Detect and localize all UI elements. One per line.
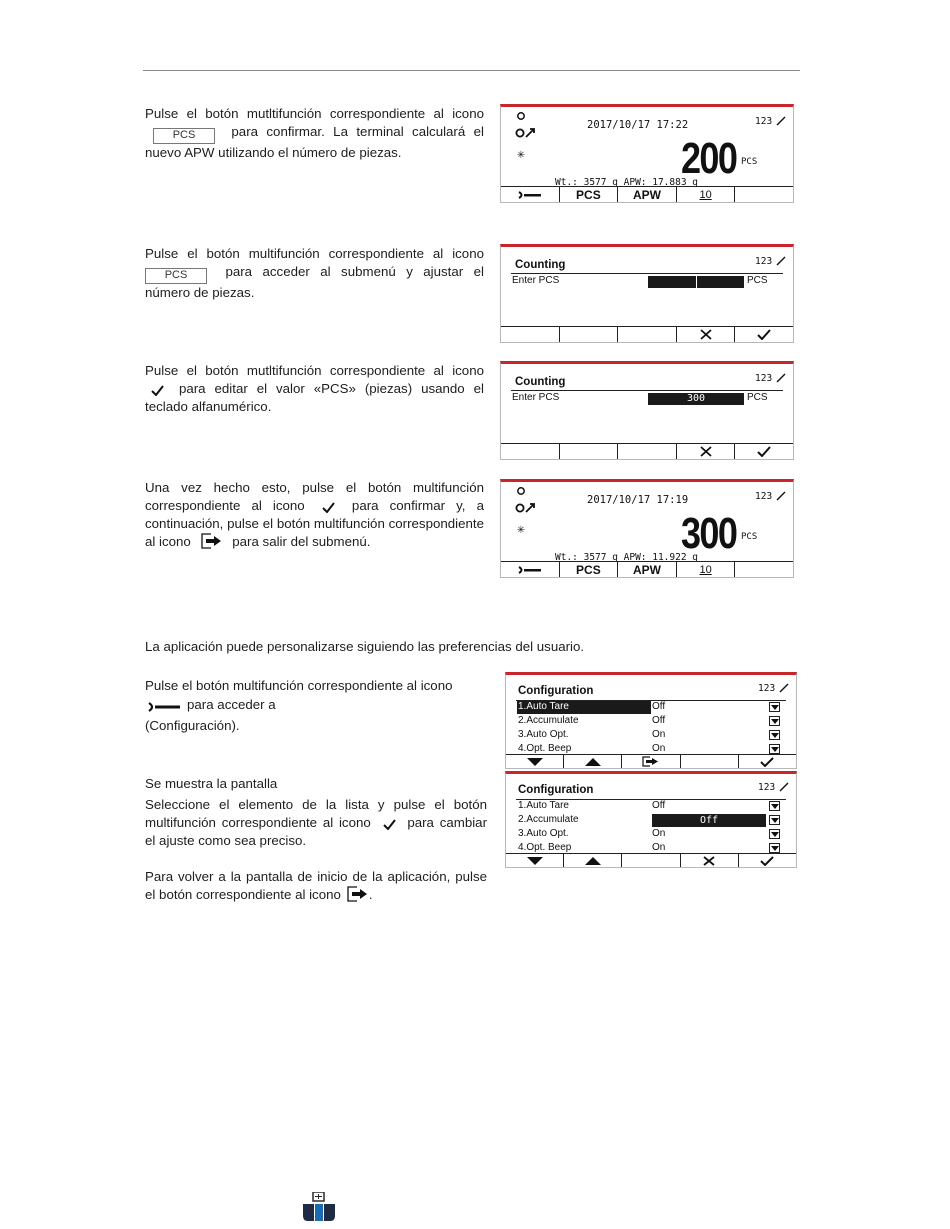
- softkey-sample-size[interactable]: 10: [677, 562, 736, 577]
- instruction-open-config-line2: para acceder a: [145, 696, 276, 714]
- main-value: 300: [681, 509, 737, 558]
- indicator-123: 123: [758, 782, 776, 793]
- config-value: On: [652, 729, 666, 740]
- softkey-2[interactable]: [560, 444, 619, 459]
- config-item[interactable]: 3.Auto Opt.: [518, 729, 569, 740]
- screen-title: Counting: [515, 259, 566, 271]
- config-value: Off: [652, 701, 666, 712]
- wrench-icon: [518, 191, 542, 199]
- stable-zero-icon: [515, 486, 541, 516]
- softkey-2[interactable]: [560, 327, 619, 342]
- weight-apw-info: Wt.: 3577 g APW: 17.883 g: [555, 177, 698, 188]
- softkey-confirm[interactable]: [735, 444, 793, 459]
- chevron-down-icon[interactable]: [769, 843, 780, 853]
- gear-star-icon: ✳: [517, 522, 525, 537]
- softkey-down[interactable]: [506, 755, 564, 768]
- softkey-pcs[interactable]: PCS: [560, 562, 619, 577]
- softkey-empty[interactable]: [735, 562, 793, 577]
- field-unit: PCS: [747, 392, 768, 403]
- softkey-confirm[interactable]: [739, 854, 796, 867]
- arrow-down-icon: [527, 857, 543, 865]
- chevron-down-icon[interactable]: [769, 716, 780, 726]
- softkey-sample-size[interactable]: 10: [677, 187, 736, 202]
- pcs-button-icon: PCS: [145, 268, 207, 284]
- softkey-bar: [501, 186, 793, 202]
- config-item[interactable]: 4.Opt. Beep: [518, 743, 572, 754]
- pencil-icon: [776, 256, 786, 266]
- configuration-edit-screen: [505, 771, 797, 868]
- instruction-open-config-line3: (Configuración).: [145, 718, 240, 733]
- instruction-select-item: Seleccione el elemento de la lista y pulse el botón multifunción correspondiente al icono para cambiar el ajuste como sea preciso.: [145, 797, 488, 848]
- instruction-confirm-exit: Una vez hecho esto, pulse el botón multifunción correspondiente al icono para confirmar y, a continuación, pulse el botón multifunción correspondiente al icono para salir del submenú.: [145, 480, 484, 549]
- softkey-empty[interactable]: [735, 187, 793, 202]
- softkey-setup[interactable]: [501, 187, 560, 202]
- screen-title: Counting: [515, 376, 566, 388]
- indicator-123: 123: [755, 373, 773, 384]
- config-item[interactable]: 3.Auto Opt.: [518, 828, 569, 839]
- chevron-down-icon[interactable]: [769, 815, 780, 825]
- softkey-cancel[interactable]: [681, 854, 739, 867]
- gear-star-icon: ✳: [517, 147, 525, 162]
- indicator-123: 123: [758, 683, 776, 694]
- datetime: 2017/10/17 17:22: [587, 119, 689, 131]
- softkey-confirm[interactable]: [739, 755, 796, 768]
- screen-title: Configuration: [518, 784, 594, 796]
- chevron-down-icon[interactable]: [769, 829, 780, 839]
- stable-zero-icon: [515, 111, 541, 141]
- check-icon: [151, 385, 164, 396]
- softkey-down[interactable]: [506, 854, 564, 867]
- softkey-bar: [501, 443, 793, 459]
- config-value: Off: [652, 715, 666, 726]
- wrench-icon: [147, 702, 181, 712]
- config-value: On: [652, 828, 666, 839]
- pencil-icon: [776, 491, 786, 501]
- softkey-1[interactable]: [501, 444, 560, 459]
- softkey-3[interactable]: [618, 444, 677, 459]
- section-intro: La aplicación puede personalizarse siguiendo las preferencias del usuario.: [145, 639, 585, 654]
- config-value: On: [652, 743, 666, 754]
- field-label: Enter PCS: [512, 275, 560, 286]
- exit-icon: [201, 533, 223, 549]
- brand-logo: [302, 1192, 336, 1222]
- instruction-open-config-line1: Pulse el botón multifunción correspondiente al icono: [145, 678, 453, 693]
- title-divider: [511, 273, 783, 274]
- instruction-screen-shown: Se muestra la pantalla: [145, 776, 278, 791]
- indicator-123: 123: [755, 491, 773, 502]
- softkey-setup[interactable]: [501, 562, 560, 577]
- configuration-screen: [505, 672, 797, 769]
- config-item[interactable]: 4.Opt. Beep: [518, 842, 572, 853]
- field-unit: PCS: [747, 275, 768, 286]
- pcs-input[interactable]: 300: [648, 393, 744, 405]
- check-icon: [757, 329, 771, 340]
- main-unit: PCS: [741, 532, 758, 542]
- arrow-up-icon: [585, 857, 601, 865]
- screen-title: Configuration: [518, 685, 594, 697]
- main-value: 200: [681, 134, 737, 183]
- softkey-bar: [506, 754, 796, 768]
- pcs-button-icon: PCS: [153, 128, 215, 144]
- softkey-bar: [501, 561, 793, 577]
- config-item[interactable]: 2.Accumulate: [518, 715, 579, 726]
- pencil-icon: [776, 116, 786, 126]
- chevron-down-icon[interactable]: [769, 744, 780, 754]
- config-value: On: [652, 842, 666, 853]
- counting-enter-pcs-screen: [500, 244, 794, 343]
- softkey-up[interactable]: [564, 755, 622, 768]
- softkey-confirm[interactable]: [735, 327, 793, 342]
- softkey-apw[interactable]: APW: [618, 187, 677, 202]
- instruction-return-home: Para volver a la pantalla de inicio de la aplicación, pulse el botón correspondiente al icono .: [145, 869, 487, 902]
- home-screen-200: [500, 104, 794, 203]
- check-icon: [757, 446, 771, 457]
- softkey-pcs[interactable]: PCS: [560, 187, 619, 202]
- cross-icon: [703, 856, 715, 866]
- softkey-exit[interactable]: [622, 755, 680, 768]
- config-item[interactable]: 1.Auto Tare: [518, 701, 569, 712]
- datetime: 2017/10/17 17:19: [587, 494, 689, 506]
- softkey-bar: [501, 326, 793, 342]
- softkey-up[interactable]: [564, 854, 622, 867]
- cursor: [696, 276, 697, 288]
- home-screen-300: [500, 479, 794, 578]
- arrow-down-icon: [527, 758, 543, 766]
- main-unit: PCS: [741, 157, 758, 167]
- exit-icon: [642, 756, 660, 767]
- exit-icon: [347, 886, 369, 902]
- pencil-icon: [779, 782, 789, 792]
- config-item[interactable]: 1.Auto Tare: [518, 800, 569, 811]
- config-value: Off: [652, 800, 666, 811]
- check-icon: [383, 819, 396, 830]
- chevron-down-icon[interactable]: [769, 730, 780, 740]
- chevron-down-icon[interactable]: [769, 702, 780, 712]
- config-item[interactable]: 2.Accumulate: [518, 814, 579, 825]
- weight-apw-info: Wt.: 3577 g APW: 11.922 g: [555, 552, 698, 563]
- check-icon: [322, 502, 335, 513]
- softkey-1[interactable]: [501, 327, 560, 342]
- cross-icon: [700, 446, 712, 457]
- softkey-empty[interactable]: [681, 755, 739, 768]
- softkey-cancel[interactable]: [677, 327, 736, 342]
- indicator-123: 123: [755, 256, 773, 267]
- arrow-up-icon: [585, 758, 601, 766]
- pencil-icon: [779, 683, 789, 693]
- softkey-empty[interactable]: [622, 854, 680, 867]
- softkey-apw[interactable]: APW: [618, 562, 677, 577]
- indicator-123: 123: [755, 116, 773, 127]
- instruction-confirm-pcs: Pulse el botón mutltifunción correspondiente al icono PCS para confirmar. La terminal calculará el nuevo APW utilizando el número de piezas.: [145, 106, 485, 160]
- wrench-icon: [518, 566, 542, 574]
- header-rule: [143, 70, 800, 71]
- title-divider: [511, 390, 783, 391]
- config-value-editing[interactable]: Off: [652, 814, 766, 827]
- instruction-edit-pcs: Pulse el botón mutltifunción correspondiente al icono para editar el valor «PCS» (piezas) usando el teclado alfanumérico.: [145, 363, 484, 414]
- field-label: Enter PCS: [512, 392, 560, 403]
- softkey-3[interactable]: [618, 327, 677, 342]
- softkey-cancel[interactable]: [677, 444, 736, 459]
- check-icon: [760, 757, 774, 767]
- pencil-icon: [776, 373, 786, 383]
- softkey-bar: [506, 853, 796, 867]
- chevron-down-icon[interactable]: [769, 801, 780, 811]
- instruction-enter-pcs: Pulse el botón multifunción correspondiente al icono PCS para acceder al submenú y ajustar el número de piezas.: [145, 246, 484, 300]
- cross-icon: [700, 329, 712, 340]
- counting-edit-pcs-screen: [500, 361, 794, 460]
- check-icon: [760, 856, 774, 866]
